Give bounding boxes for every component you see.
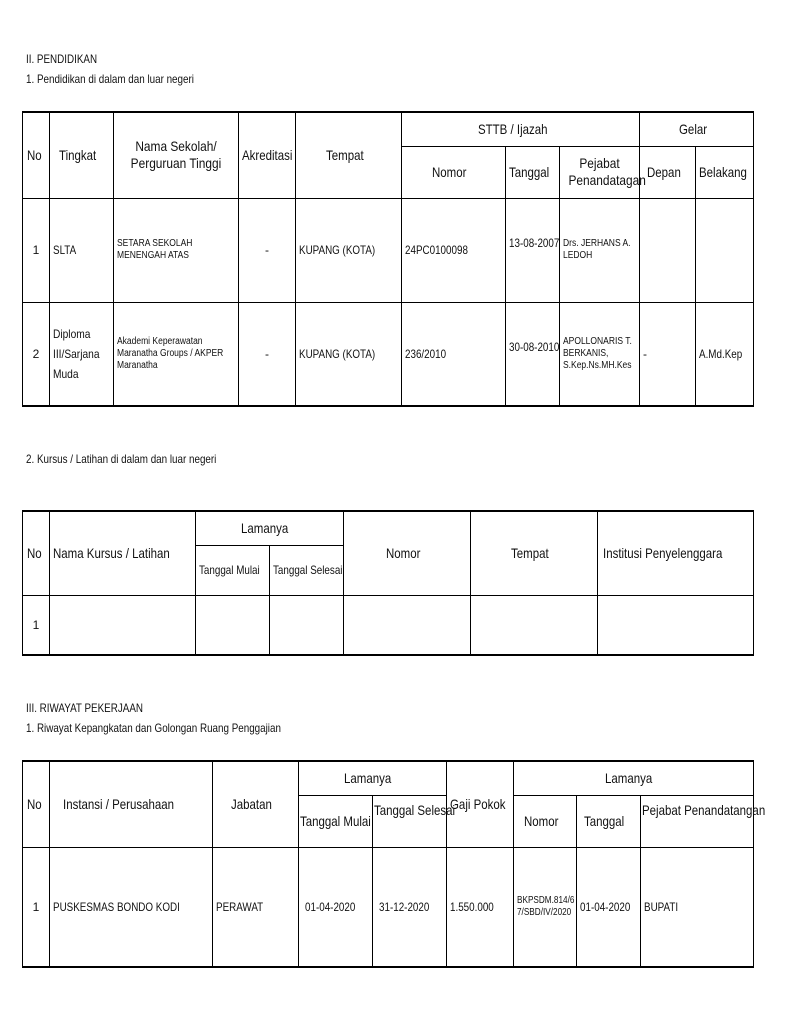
header-cell: No xyxy=(23,112,50,198)
header-cell: Instansi / Perusahaan xyxy=(50,761,213,847)
header-cell: Lamanya xyxy=(196,511,344,545)
table-header-row xyxy=(23,761,754,795)
cell-no: 1 xyxy=(23,595,50,655)
header-cell: No xyxy=(23,511,50,595)
table-row xyxy=(23,198,754,302)
header-cell: Belakang xyxy=(696,146,754,198)
cell-belakang xyxy=(696,198,754,302)
cell-akreditasi: - xyxy=(239,198,296,302)
header-cell: Pejabat Penandatangan xyxy=(641,795,754,847)
cell-tanggal: 13-08-2007 xyxy=(506,198,560,302)
cell-nomor: BKPSDM.814/6 7/SBD/IV/2020 xyxy=(514,847,577,967)
header-cell: Nomor xyxy=(402,146,506,198)
cell-tempat xyxy=(471,595,598,655)
course-table xyxy=(22,510,754,656)
subsection-title: 1. Pendidikan di dalam dan luar negeri xyxy=(26,72,194,86)
section-pekerjaan-heading xyxy=(26,701,337,735)
cell-pejabat: APOLLONARIS T. BERKANIS, S.Kep.Ns.MH.Kes xyxy=(560,302,640,406)
cell-nomor: 24PC0100098 xyxy=(402,198,506,302)
header-cell: Lamanya xyxy=(299,761,447,795)
header-cell: Gelar xyxy=(640,112,754,146)
cell-pejabat: Drs. JERHANS A. LEDOH xyxy=(560,198,640,302)
cell-mulai: 01-04-2020 xyxy=(299,847,373,967)
header-cell: Tanggal xyxy=(577,795,641,847)
cell-mulai xyxy=(196,595,270,655)
header-cell: Pejabat Penandatagan xyxy=(560,146,640,198)
header-cell: No xyxy=(23,761,50,847)
header-cell: Gaji Pokok xyxy=(447,761,514,847)
header-cell: STTB / Ijazah xyxy=(402,112,640,146)
header-cell: Tempat xyxy=(471,511,598,595)
cell-nama xyxy=(50,595,196,655)
cell-no: 1 xyxy=(23,198,50,302)
section-pendidikan-heading xyxy=(26,52,231,86)
section-title: III. RIWAYAT PEKERJAAN xyxy=(26,701,144,715)
header-cell: Tanggal Selesai xyxy=(373,795,447,847)
header-cell: Tanggal Selesai xyxy=(270,545,344,595)
header-cell: Tempat xyxy=(296,112,402,198)
section-title: II. PENDIDIKAN xyxy=(26,52,98,66)
cell-instansi: PUSKESMAS BONDO KODI xyxy=(50,847,213,967)
cell-selesai xyxy=(270,595,344,655)
header-cell: Nomor xyxy=(344,511,471,595)
cell-nomor: 236/2010 xyxy=(402,302,506,406)
header-cell: Institusi Penyelenggara xyxy=(598,511,754,595)
cell-institusi xyxy=(598,595,754,655)
table-row xyxy=(23,847,754,967)
subsection-title: 1. Riwayat Kepangkatan dan Golongan Ruang Penggajian xyxy=(26,721,281,735)
table-row xyxy=(23,595,754,655)
table-header-row xyxy=(23,112,754,146)
cell-tanggal: 30-08-2010 xyxy=(506,302,560,406)
header-cell: Lamanya xyxy=(514,761,754,795)
header-cell: Jabatan xyxy=(213,761,299,847)
cell-tempat: KUPANG (KOTA) xyxy=(296,302,402,406)
cell-depan: - xyxy=(640,302,696,406)
header-cell: Nomor xyxy=(514,795,577,847)
cell-no: 1 xyxy=(23,847,50,967)
header-cell: Tanggal Mulai xyxy=(299,795,373,847)
work-history-table xyxy=(22,760,766,968)
header-cell: Depan xyxy=(640,146,696,198)
header-cell: Nama Kursus / Latihan xyxy=(50,511,196,595)
cell-tingkat: SLTA xyxy=(50,198,114,302)
cell-nama-sekolah: SETARA SEKOLAH MENENGAH ATAS xyxy=(114,198,239,302)
header-cell: Tingkat xyxy=(50,112,114,198)
cell-selesai: 31-12-2020 xyxy=(373,847,447,967)
header-cell: Nama Sekolah/ Perguruan Tinggi xyxy=(114,112,239,198)
cell-tanggal: 01-04-2020 xyxy=(577,847,641,967)
cell-no: 2 xyxy=(23,302,50,406)
cell-tingkat: Diploma III/Sarjana Muda xyxy=(50,302,114,406)
cell-nomor xyxy=(344,595,471,655)
cell-akreditasi: - xyxy=(239,302,296,406)
course-heading xyxy=(26,452,258,466)
header-cell: Akreditasi xyxy=(239,112,296,198)
cell-belakang: A.Md.Kep xyxy=(696,302,754,406)
cell-nama-sekolah: Akademi Keperawatan Maranatha Groups / AKPER Maranatha xyxy=(114,302,239,406)
cell-depan xyxy=(640,198,696,302)
cell-gaji: 1.550.000 xyxy=(447,847,514,967)
header-cell: Tanggal Mulai xyxy=(196,545,270,595)
table-row xyxy=(23,302,754,406)
cell-tempat: KUPANG (KOTA) xyxy=(296,198,402,302)
header-cell: Tanggal xyxy=(506,146,560,198)
cell-pejabat: BUPATI xyxy=(641,847,754,967)
subsection-title: 2. Kursus / Latihan di dalam dan luar negeri xyxy=(26,452,217,466)
education-table xyxy=(22,111,754,407)
table-header-row xyxy=(23,511,754,545)
cell-jabatan: PERAWAT xyxy=(213,847,299,967)
